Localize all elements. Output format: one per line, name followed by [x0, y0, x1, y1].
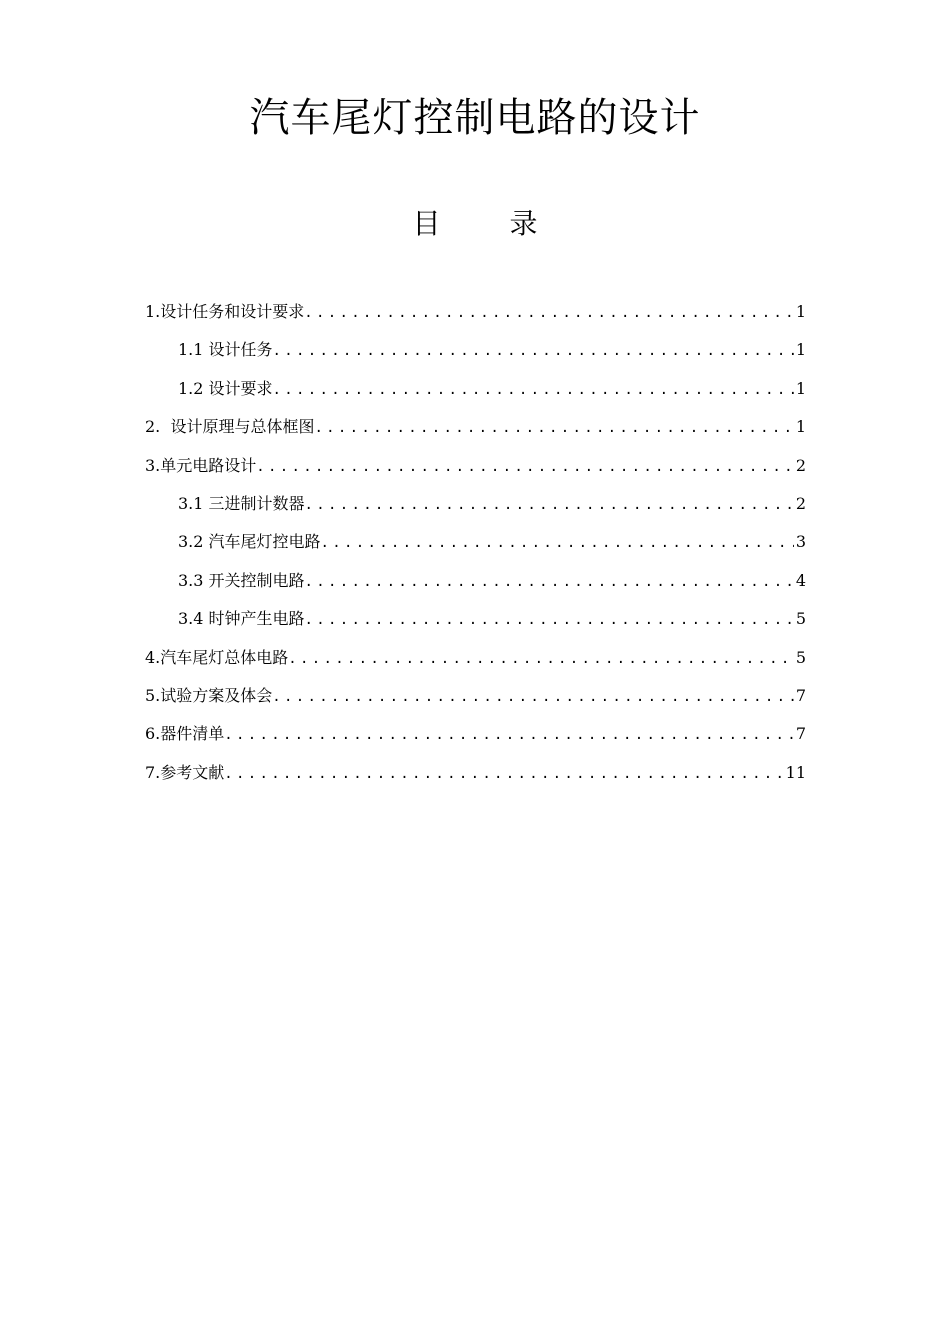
toc-entry-label: 2. 设计原理与总体框图 — [145, 417, 315, 437]
toc-entry-label: 3.2 汽车尾灯控电路 — [178, 532, 321, 552]
table-of-contents — [145, 300, 806, 799]
toc-entry-page: 1 — [795, 302, 806, 321]
toc-entry-label: 3.3 开关控制电路 — [178, 570, 305, 590]
toc-dot-leader — [224, 762, 783, 786]
toc-entry-page: 5 — [795, 609, 806, 629]
toc-entry-page: 11 — [785, 762, 806, 782]
toc-entry-page: 1 — [795, 340, 806, 360]
toc-dot-leader — [288, 647, 794, 671]
toc-entry-label: 5.试验方案及体会 — [145, 685, 273, 705]
toc-dot-leader — [305, 608, 794, 632]
toc-entry[interactable] — [145, 377, 806, 415]
toc-entry-page: 1 — [795, 378, 806, 398]
toc-entry[interactable] — [145, 415, 806, 453]
toc-entry[interactable] — [145, 569, 806, 607]
toc-entry-label: 3.单元电路设计 — [145, 455, 257, 475]
toc-entry-label: 3.1 三进制计数器 — [178, 493, 305, 513]
toc-entry-page: 7 — [795, 724, 806, 744]
toc-entry-page: 4 — [795, 570, 806, 590]
toc-dot-leader — [224, 723, 794, 747]
toc-dot-leader — [314, 416, 793, 440]
toc-entry[interactable] — [145, 722, 806, 760]
toc-heading: 目 录 — [412, 207, 568, 240]
toc-dot-leader — [321, 531, 794, 555]
toc-entry-label: 1.2 设计要求 — [178, 378, 273, 398]
toc-entry-page: 7 — [795, 685, 806, 705]
toc-dot-leader — [305, 493, 794, 517]
toc-entry[interactable] — [145, 607, 806, 645]
toc-entry[interactable] — [145, 300, 806, 338]
toc-entry-page: 1 — [795, 417, 806, 437]
toc-entry-page: 2 — [795, 493, 806, 513]
toc-entry-label: 4.汽车尾灯总体电路 — [145, 647, 289, 667]
toc-entry-page: 5 — [795, 647, 806, 667]
toc-entry[interactable] — [145, 454, 806, 492]
toc-dot-leader — [273, 339, 794, 363]
toc-dot-leader — [273, 378, 794, 402]
toc-entry-label: 6.器件清单 — [145, 724, 225, 744]
toc-dot-leader — [272, 685, 794, 709]
toc-dot-leader — [304, 301, 794, 325]
toc-entry-label: 7.参考文献 — [145, 762, 225, 782]
toc-entry[interactable] — [145, 338, 806, 376]
toc-entry[interactable] — [145, 530, 806, 568]
toc-entry-page: 2 — [795, 455, 806, 475]
toc-entry-label: 1.设计任务和设计要求 — [145, 302, 305, 321]
toc-entry-page: 3 — [795, 532, 806, 552]
toc-entry[interactable] — [145, 646, 806, 684]
toc-entry-label: 1.1 设计任务 — [178, 340, 273, 360]
toc-entry[interactable] — [145, 761, 806, 799]
toc-dot-leader — [305, 570, 794, 594]
toc-dot-leader — [256, 455, 794, 479]
toc-entry[interactable] — [145, 684, 806, 722]
document-title: 汽车尾灯控制电路的设计 — [249, 95, 701, 141]
toc-entry[interactable] — [145, 492, 806, 530]
toc-entry-label: 3.4 时钟产生电路 — [178, 609, 305, 629]
